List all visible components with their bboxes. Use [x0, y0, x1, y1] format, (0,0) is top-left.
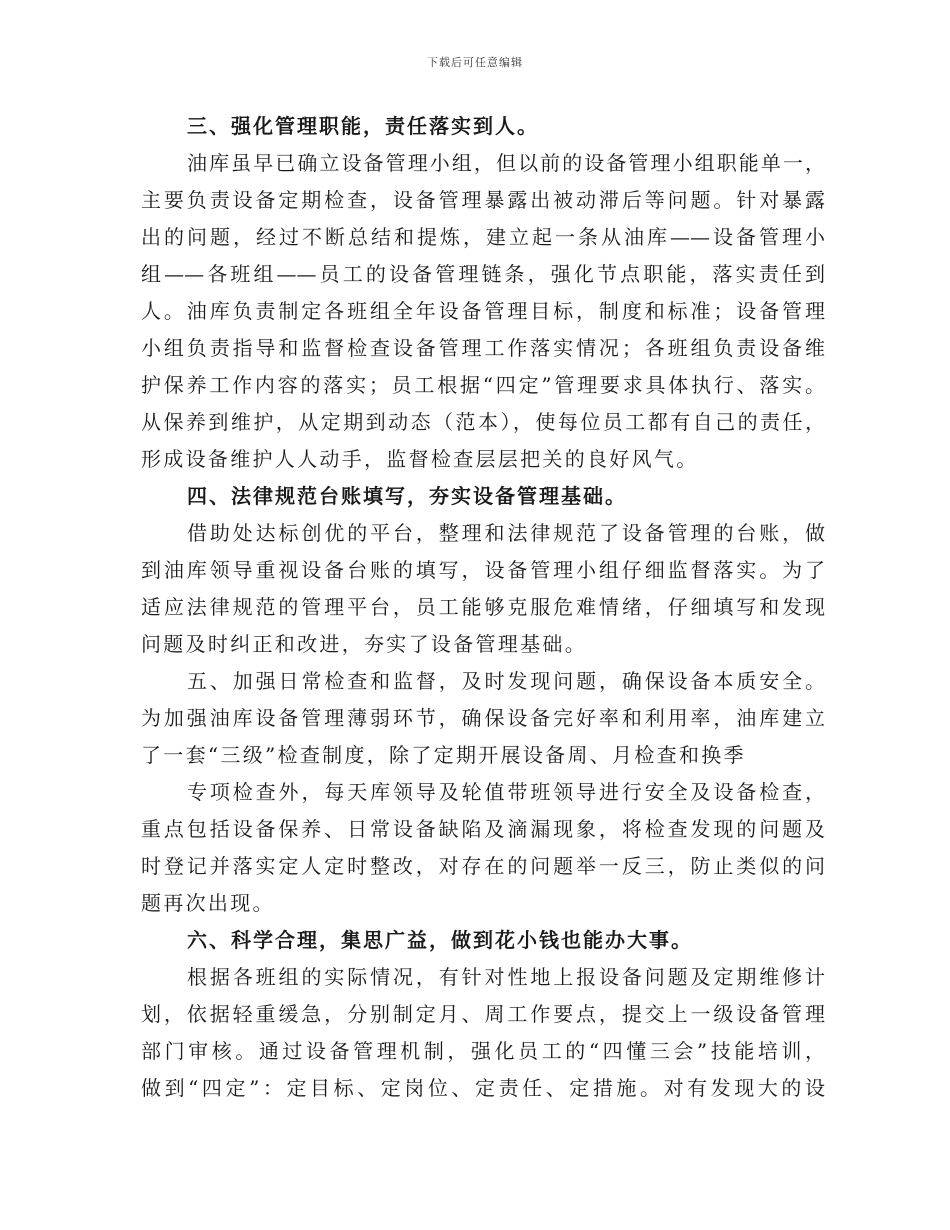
paragraph-line: 油库虽早已确立设备管理小组，但以前的设备管理小组职能单一， — [187, 151, 825, 175]
paragraph-line: 为加强油库设备管理薄弱环节，确保设备完好率和利用率，油库建立 — [141, 706, 825, 730]
document-body — [141, 108, 825, 1107]
paragraph-line: 护保养工作内容的落实；员工根据“四定”管理要求具体执行、落实。 — [141, 373, 825, 397]
paragraph-line: 问题及时纠正和改进，夯实了设备管理基础。 — [141, 632, 587, 656]
paragraph-line: 根据各班组的实际情况，有针对性地上报设备问题及定期维修计 — [187, 965, 825, 989]
paragraph-line: 适应法律规范的管理平台，员工能够克服危难情绪，仔细填写和发现 — [141, 595, 825, 619]
paragraph-line: 组——各班组——员工的设备管理链条，强化节点职能，落实责任到 — [141, 262, 825, 286]
section-heading-3: 三、强化管理职能，责任落实到人。 — [187, 114, 539, 138]
paragraph-line: 借助处达标创优的平台，整理和法律规范了设备管理的台账，做 — [187, 521, 825, 545]
section-heading-6: 六、科学合理，集思广益，做到花小钱也能办大事。 — [187, 928, 693, 952]
paragraph-line: 到油库领导重视设备台账的填写，设备管理小组仔细监督落实。为了 — [141, 558, 825, 582]
paragraph-line: 部门审核。通过设备管理机制，强化员工的“四懂三会”技能培训， — [141, 1039, 825, 1063]
paragraph-line: 形成设备维护人人动手，监督检查层层把关的良好风气。 — [141, 447, 699, 471]
paragraph-line: 出的问题，经过不断总结和提炼，建立起一条从油库——设备管理小 — [141, 225, 825, 249]
paragraph-line: 重点包括设备保养、日常设备缺陷及滴漏现象，将检查发现的问题及 — [141, 817, 825, 841]
section-heading-4: 四、法律规范台账填写，夯实设备管理基础。 — [187, 484, 627, 508]
paragraph-line: 时登记并落实定人定时整改，对存在的问题举一反三，防止类似的问 — [141, 854, 825, 878]
section-heading-5: 五、加强日常检查和监督，及时发现问题，确保设备本质安全。 — [187, 669, 825, 693]
paragraph-line: 小组负责指导和监督检查设备管理工作落实情况；各班组负责设备维 — [141, 336, 825, 360]
page-header: 下载后可任意编辑 — [427, 56, 523, 69]
paragraph-line: 从保养到维护，从定期到动态（范本），使每位员工都有自己的责任， — [141, 410, 825, 434]
paragraph-line: 做到“四定”：定目标、定岗位、定责任、定措施。对有发现大的设 — [141, 1076, 825, 1100]
paragraph-line: 人。油库负责制定各班组全年设备管理目标，制度和标准；设备管理 — [141, 299, 825, 323]
paragraph-line: 了一套“三级”检查制度，除了定期开展设备周、月检查和换季 — [141, 743, 746, 767]
paragraph-line: 专项检查外，每天库领导及轮值带班领导进行安全及设备检查， — [187, 780, 825, 804]
paragraph-line: 题再次出现。 — [141, 891, 275, 915]
paragraph-line: 划，依据轻重缓急，分别制定月、周工作要点，提交上一级设备管理 — [141, 1002, 825, 1026]
paragraph-line: 主要负责设备定期检查，设备管理暴露出被动滞后等问题。针对暴露 — [141, 188, 825, 212]
